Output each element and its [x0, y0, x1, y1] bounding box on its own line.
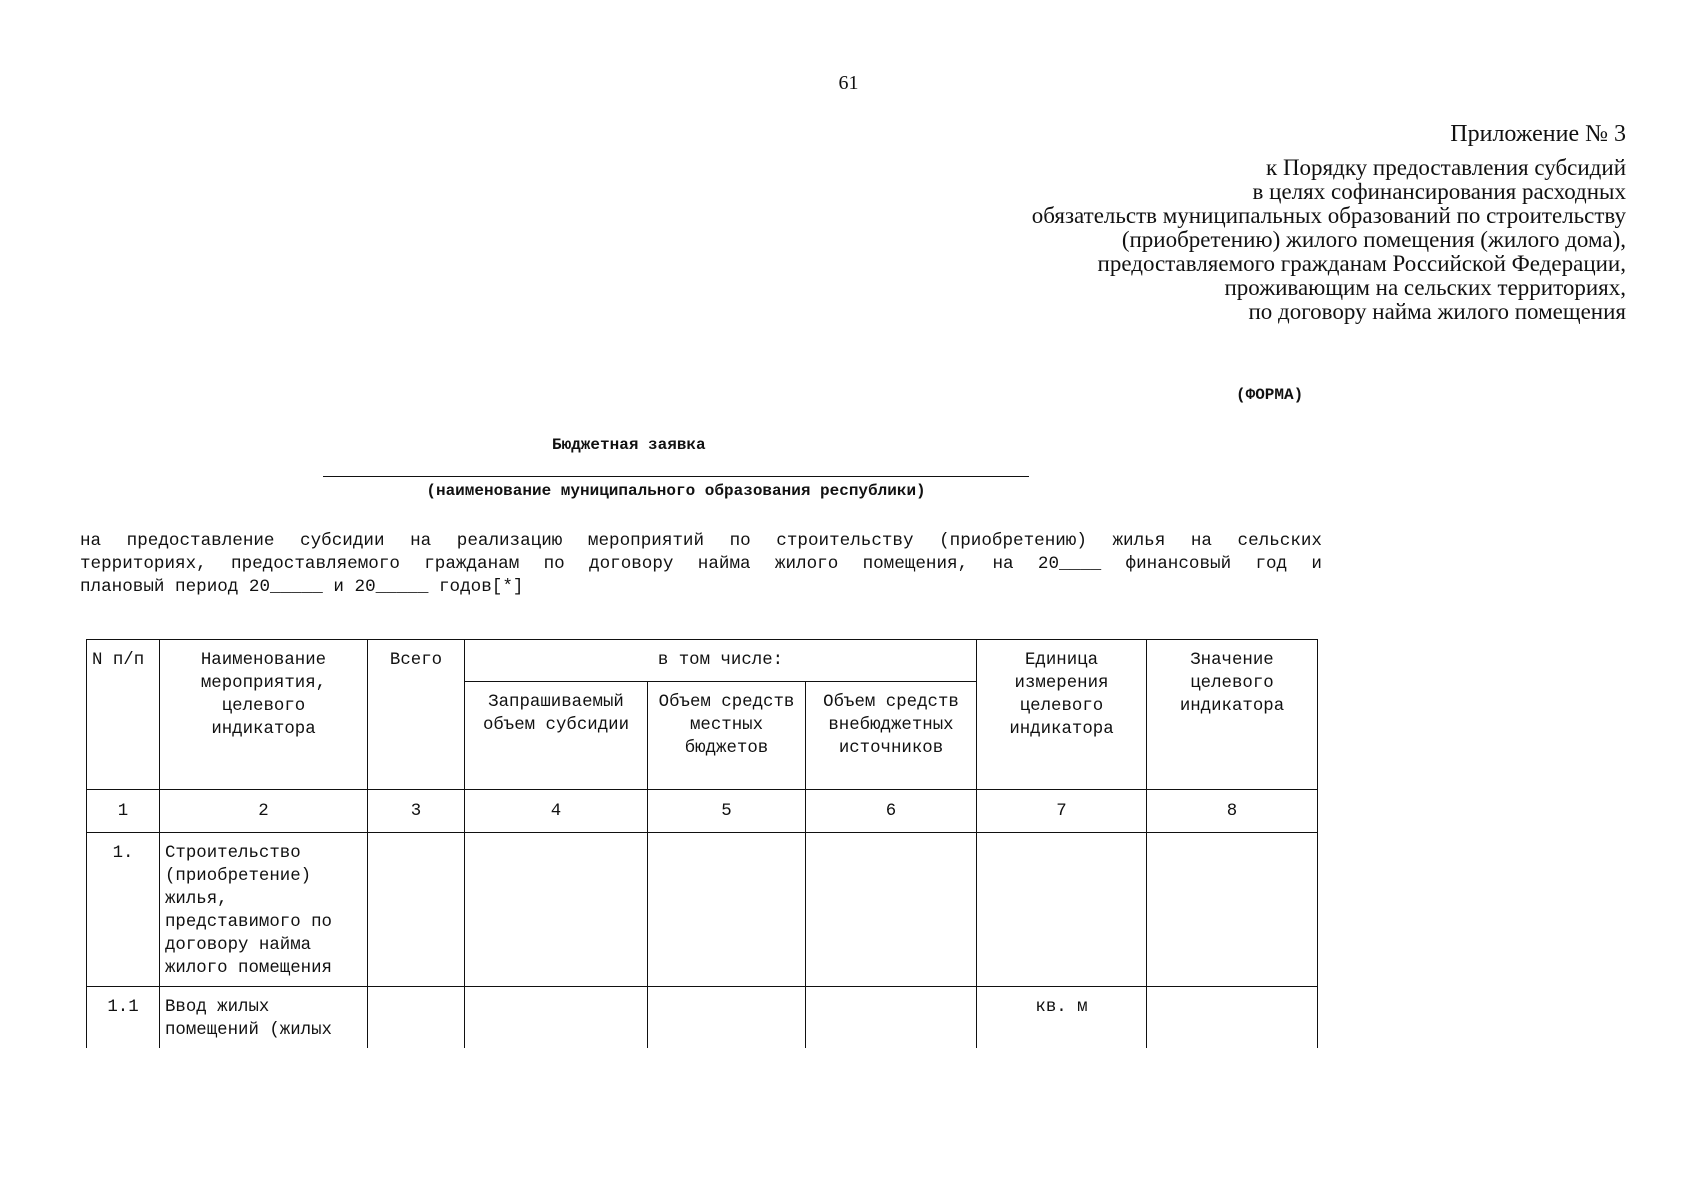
- header-total: Всего: [368, 640, 465, 790]
- municipality-caption: (наименование муниципального образования республики): [426, 482, 926, 500]
- intro-line: плановый период 20_____ и 20_____ годов[*]: [80, 577, 524, 597]
- appendix-line: к Порядку предоставления субсидий: [1266, 155, 1626, 180]
- appendix-line: (приобретению) жилого помещения (жилого дома),: [1121, 227, 1626, 252]
- intro-line: территориях, предоставляемого гражданам по договору найма жилого помещения, на 20____ финансовый год и: [80, 554, 1322, 574]
- column-number: 1: [87, 790, 160, 833]
- column-number: 6: [806, 790, 977, 833]
- intro-line: на предоставление субсидии на реализацию мероприятий по строительству (приобретению) жилья на сельских: [80, 531, 1322, 551]
- row-value: [1147, 987, 1318, 1049]
- budget-table: [86, 639, 1318, 1048]
- header-extra: Объем средств внебюджетных источников: [806, 682, 977, 790]
- row-total: [368, 987, 465, 1049]
- appendix-header: [1032, 122, 1626, 324]
- row-total: [368, 833, 465, 987]
- appendix-line: проживающим на сельских территориях,: [1224, 275, 1626, 300]
- header-value: Значение целевого индикатора: [1147, 640, 1318, 790]
- row-name: Строительство (приобретение) жилья, представимого по договору найма жилого помещения: [160, 833, 368, 987]
- column-number: 2: [160, 790, 368, 833]
- header-including: в том числе:: [465, 640, 977, 682]
- row-name: Ввод жилых помещений (жилых: [160, 987, 368, 1049]
- form-label: (ФОРМА): [1236, 386, 1304, 404]
- column-number: 3: [368, 790, 465, 833]
- column-number: 5: [648, 790, 806, 833]
- row-requested: [465, 987, 648, 1049]
- appendix-title: Приложение № 3: [1450, 121, 1626, 147]
- header-num: N п/п: [87, 640, 160, 790]
- intro-paragraph: [80, 530, 1322, 599]
- table-row: [87, 833, 1318, 987]
- row-requested: [465, 833, 648, 987]
- column-number: 8: [1147, 790, 1318, 833]
- column-number: 7: [977, 790, 1147, 833]
- document-title: Бюджетная заявка: [552, 436, 706, 454]
- header-name: Наименование мероприятия, целевого индикатора: [160, 640, 368, 790]
- header-requested: Запрашиваемый объем субсидии: [465, 682, 648, 790]
- appendix-line: в целях софинансирования расходных: [1252, 179, 1626, 204]
- column-number-row: [87, 790, 1318, 833]
- row-extra: [806, 987, 977, 1049]
- table-row: [87, 987, 1318, 1049]
- table-header-row: [87, 640, 1318, 682]
- municipality-blank-line: [323, 476, 1029, 477]
- appendix-line: по договору найма жилого помещения: [1248, 299, 1626, 324]
- row-local: [648, 987, 806, 1049]
- column-number: 4: [465, 790, 648, 833]
- appendix-line: предоставляемого гражданам Российской Федерации,: [1097, 251, 1626, 276]
- page-number: 61: [838, 72, 859, 94]
- row-num: 1.: [87, 833, 160, 987]
- row-unit: кв. м: [977, 987, 1147, 1049]
- row-value: [1147, 833, 1318, 987]
- header-local: Объем средств местных бюджетов: [648, 682, 806, 790]
- row-num: 1.1: [87, 987, 160, 1049]
- row-local: [648, 833, 806, 987]
- header-unit: Единица измерения целевого индикатора: [977, 640, 1147, 790]
- appendix-line: обязательств муниципальных образований по строительству: [1031, 203, 1626, 228]
- row-extra: [806, 833, 977, 987]
- row-unit: [977, 833, 1147, 987]
